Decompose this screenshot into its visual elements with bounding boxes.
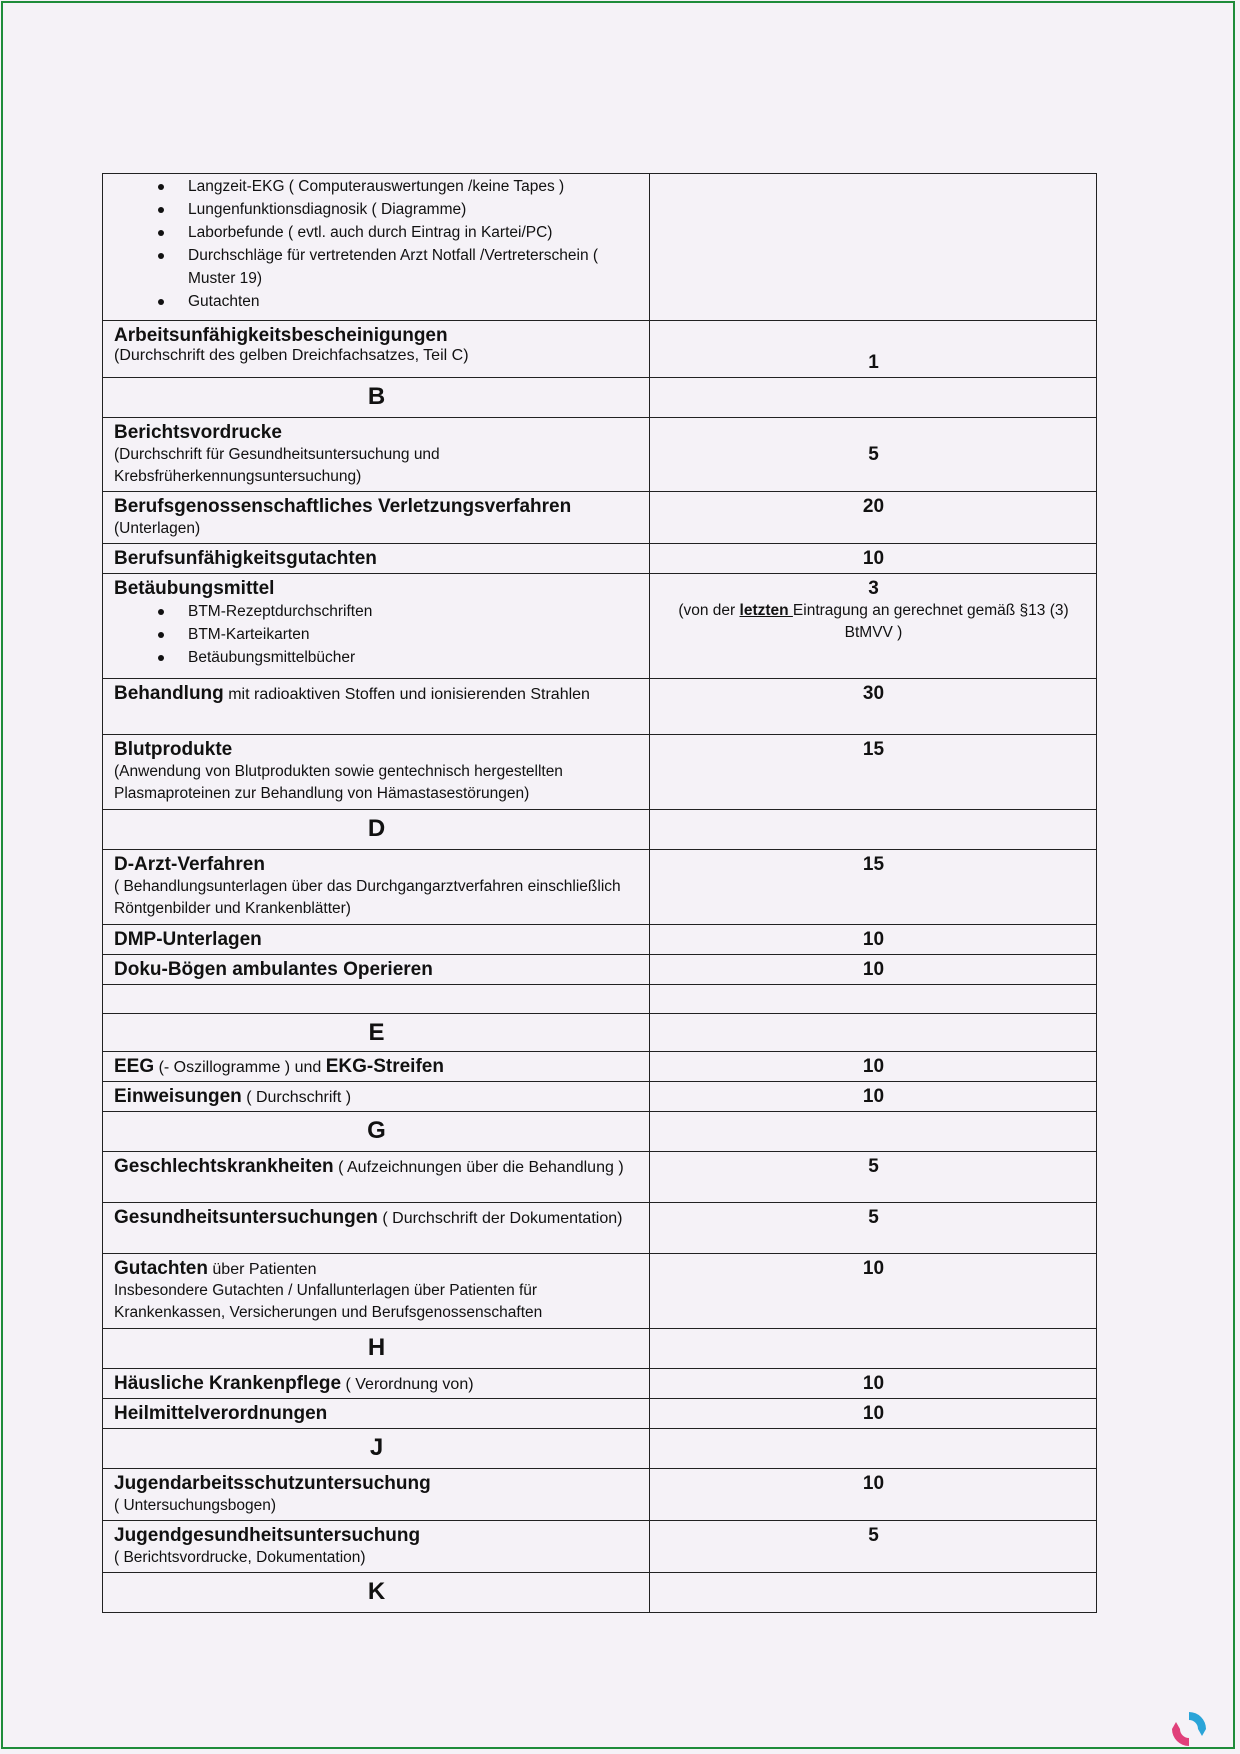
section-letter: B [367, 383, 386, 410]
table-row [103, 1254, 1097, 1329]
entry-subtitle: ( Berichtsvordrucke, Dokumentation) [114, 1549, 366, 1566]
entry-inline-note: ( Aufzeichnungen über die Behandlung ) [333, 1159, 624, 1176]
table-row [103, 1329, 1097, 1369]
table-row [103, 1014, 1097, 1052]
entry-title-line [114, 929, 639, 951]
retention-years: 3 [868, 578, 879, 599]
retention-years-cell [650, 492, 1097, 544]
entry-title: Berichtsvordrucke [114, 422, 282, 443]
entry-title: DMP-Unterlagen [114, 929, 262, 950]
category-cell [103, 955, 650, 985]
table-row [103, 1152, 1097, 1203]
entry-title: Häusliche Krankenpflege [114, 1373, 342, 1394]
retention-years: 1 [868, 352, 879, 373]
table-row [103, 574, 1097, 679]
table-row [103, 492, 1097, 544]
table-row [103, 1112, 1097, 1152]
retention-years-cell [650, 174, 1097, 321]
entry-inline-note: ( Durchschrift ) [241, 1089, 352, 1106]
retention-years-cell [650, 810, 1097, 850]
retention-years: 10 [862, 1373, 885, 1394]
section-letter: K [367, 1578, 386, 1605]
entry-inline-note: mit radioaktiven Stoffen und ionisierenden Strahlen [223, 686, 590, 703]
entry-title-line [114, 1473, 639, 1495]
retention-note [661, 600, 1086, 644]
table-row [103, 1369, 1097, 1399]
category-cell [103, 735, 650, 810]
category-cell [103, 1014, 650, 1052]
category-cell [103, 418, 650, 492]
entry-title: EKG-Streifen [325, 1056, 444, 1077]
entry-title-line [114, 548, 639, 570]
retention-years-cell [650, 850, 1097, 925]
entry-title: D-Arzt-Verfahren [114, 854, 265, 875]
entry-title-line [114, 1086, 639, 1108]
list-item: Lungenfunktionsdiagnosik ( Diagramme) [114, 198, 639, 221]
category-cell [103, 810, 650, 850]
entry-subtitle: ( Behandlungsunterlagen über das Durchgangarztverfahren einschließlich Röntgenbilder und Krankenblätter) [114, 878, 621, 917]
table-row [103, 321, 1097, 378]
retention-years-cell [650, 735, 1097, 810]
category-cell [103, 1399, 650, 1429]
retention-years-cell [650, 1203, 1097, 1254]
entry-subtitle: Insbesondere Gutachten / Unfallunterlagen über Patienten für Krankenkassen, Versicherungen und Berufsgenossenschaften [114, 1282, 543, 1321]
category-cell [103, 492, 650, 544]
retention-years-cell [650, 378, 1097, 418]
section-letter: D [367, 815, 386, 842]
section-letter: H [367, 1334, 386, 1361]
table-row [103, 850, 1097, 925]
entry-title-line [114, 854, 639, 876]
document-type-list [114, 175, 639, 313]
category-cell [103, 1369, 650, 1399]
retention-years: 15 [862, 854, 885, 875]
retention-years: 5 [868, 1525, 879, 1546]
table-row [103, 1052, 1097, 1082]
category-cell [103, 574, 650, 679]
entry-title: Heilmittelverordnungen [114, 1403, 328, 1424]
category-cell [103, 1521, 650, 1573]
entry-title: Doku-Bögen ambulantes Operieren [114, 959, 433, 980]
entry-title-line [114, 739, 639, 761]
retention-years-cell [650, 1052, 1097, 1082]
entry-title: Betäubungsmittel [114, 578, 275, 599]
table-row [103, 955, 1097, 985]
entry-title-line [114, 1373, 639, 1395]
note-emphasis: letzten [739, 602, 793, 619]
category-cell [103, 321, 650, 378]
retention-years-cell [650, 1329, 1097, 1369]
retention-years: 10 [862, 1258, 885, 1279]
entry-title-line [114, 1156, 639, 1178]
retention-years: 10 [862, 1473, 885, 1494]
note-text: (von der [678, 602, 740, 619]
entry-inline-note: (- Oszillogramme ) und [154, 1059, 326, 1076]
entry-subtitle: (Durchschrift für Gesundheitsuntersuchung und Krebsfrüherkennungsuntersuchung) [114, 446, 440, 485]
entry-title: Blutprodukte [114, 739, 233, 760]
table-row [103, 418, 1097, 492]
table-row [103, 810, 1097, 850]
retention-years-cell [650, 418, 1097, 492]
retention-table [102, 173, 1097, 1613]
entry-inline-note: ( Durchschrift der Dokumentation) [377, 1210, 623, 1227]
entry-title-line [114, 325, 639, 347]
table-row [103, 925, 1097, 955]
entry-title-line [114, 1525, 639, 1547]
retention-years-cell [650, 955, 1097, 985]
retention-years: 30 [862, 683, 885, 704]
category-cell [103, 1152, 650, 1203]
retention-years: 10 [862, 1056, 885, 1077]
retention-years: 5 [868, 444, 879, 465]
retention-years-cell [650, 321, 1097, 378]
retention-years-cell [650, 1254, 1097, 1329]
retention-years: 10 [862, 1403, 885, 1424]
entry-title: Behandlung [114, 683, 224, 704]
category-cell [103, 1573, 650, 1613]
retention-years-cell [650, 1573, 1097, 1613]
entry-title-line [114, 1258, 639, 1280]
retention-years-cell [650, 1152, 1097, 1203]
entry-title: Einweisungen [114, 1086, 242, 1107]
entry-title: EEG [114, 1056, 155, 1077]
circular-arrows-logo-icon [1168, 1708, 1210, 1750]
entry-title-line [114, 1207, 639, 1229]
table-row [103, 1399, 1097, 1429]
list-item: Gutachten [114, 290, 639, 313]
retention-years-cell [650, 1369, 1097, 1399]
retention-years-cell [650, 1399, 1097, 1429]
category-cell [103, 850, 650, 925]
table-row [103, 1082, 1097, 1112]
entry-title: Berufsunfähigkeitsgutachten [114, 548, 377, 569]
category-cell [103, 1429, 650, 1469]
category-cell [103, 1082, 650, 1112]
entry-title: Geschlechtskrankheiten [114, 1156, 334, 1177]
category-cell [103, 1112, 650, 1152]
entry-title-line [114, 959, 639, 981]
entry-title-line [114, 683, 639, 705]
category-cell [103, 1329, 650, 1369]
retention-years-cell [650, 1014, 1097, 1052]
retention-years-cell [650, 1112, 1097, 1152]
retention-years-cell [650, 1469, 1097, 1521]
table-row [103, 544, 1097, 574]
retention-years-cell [650, 574, 1097, 679]
retention-years-cell [650, 544, 1097, 574]
entry-title: Jugendarbeitsschutzuntersuchung [114, 1473, 431, 1494]
retention-years-cell [650, 1429, 1097, 1469]
category-cell [103, 679, 650, 735]
entry-title-line [114, 422, 639, 444]
note-text: Eintragung an gerechnet gemäß §13 (3) BtMVV ) [792, 602, 1069, 641]
retention-years: 10 [862, 1086, 885, 1107]
category-cell [103, 174, 650, 321]
retention-years: 5 [868, 1156, 879, 1177]
table-row [103, 1573, 1097, 1613]
table-row [103, 378, 1097, 418]
category-cell [103, 1469, 650, 1521]
category-cell [103, 925, 650, 955]
retention-years: 10 [862, 959, 885, 980]
entry-subtitle: (Durchschrift des gelben Dreichfachsatzes, Teil C) [114, 347, 469, 364]
list-item: Betäubungsmittelbücher [114, 646, 639, 669]
entry-title-line [114, 1403, 639, 1425]
entry-title-line [114, 1056, 639, 1078]
entry-title: Gesundheitsuntersuchungen [114, 1207, 378, 1228]
section-letter: E [368, 1019, 385, 1046]
category-cell [103, 378, 650, 418]
list-item: BTM-Rezeptdurchschriften [114, 600, 639, 623]
retention-years: 10 [862, 548, 885, 569]
category-cell [103, 544, 650, 574]
table-row [103, 1469, 1097, 1521]
table-row [103, 679, 1097, 735]
table-row [103, 1203, 1097, 1254]
retention-years-cell [650, 1521, 1097, 1573]
entry-inline-note: über Patienten [207, 1261, 317, 1278]
table-row [103, 1521, 1097, 1573]
list-item: Laborbefunde ( evtl. auch durch Eintrag in Kartei/PC) [114, 221, 639, 244]
entry-title: Berufsgenossenschaftliches Verletzungsverfahren [114, 496, 572, 517]
entry-subtitle: (Anwendung von Blutprodukten sowie gentechnisch hergestellten Plasmaproteinen zur Behandlung von Hämastasestörungen) [114, 763, 563, 802]
retention-years: 15 [862, 739, 885, 760]
entry-title: Gutachten [114, 1258, 208, 1279]
retention-years-cell [650, 985, 1097, 1014]
entry-title: Arbeitsunfähigkeitsbescheinigungen [114, 325, 448, 346]
list-item: BTM-Karteikarten [114, 623, 639, 646]
table-row [103, 985, 1097, 1014]
retention-years-cell [650, 1082, 1097, 1112]
entry-title-line [114, 496, 639, 518]
entry-title: Jugendgesundheitsuntersuchung [114, 1525, 421, 1546]
category-cell [103, 1203, 650, 1254]
section-letter: G [367, 1117, 386, 1144]
entry-inline-note: ( Verordnung von) [341, 1376, 474, 1393]
retention-years: 20 [862, 496, 885, 517]
retention-years: 5 [868, 1207, 879, 1228]
table-row [103, 735, 1097, 810]
list-item: Langzeit-EKG ( Computerauswertungen /keine Tapes ) [114, 175, 639, 198]
entry-subtitle: ( Untersuchungsbogen) [114, 1497, 276, 1514]
section-letter: J [369, 1434, 384, 1461]
entry-subtitle: (Unterlagen) [114, 520, 201, 537]
category-cell [103, 1052, 650, 1082]
category-cell [103, 1254, 650, 1329]
table-row [103, 174, 1097, 321]
retention-years-cell [650, 679, 1097, 735]
retention-years-cell [650, 925, 1097, 955]
document-type-list [114, 600, 639, 669]
table-row [103, 1429, 1097, 1469]
list-item: Durchschläge für vertretenden Arzt Notfall /Vertreterschein ( Muster 19) [114, 244, 639, 290]
retention-years: 10 [862, 929, 885, 950]
category-cell [103, 985, 650, 1014]
